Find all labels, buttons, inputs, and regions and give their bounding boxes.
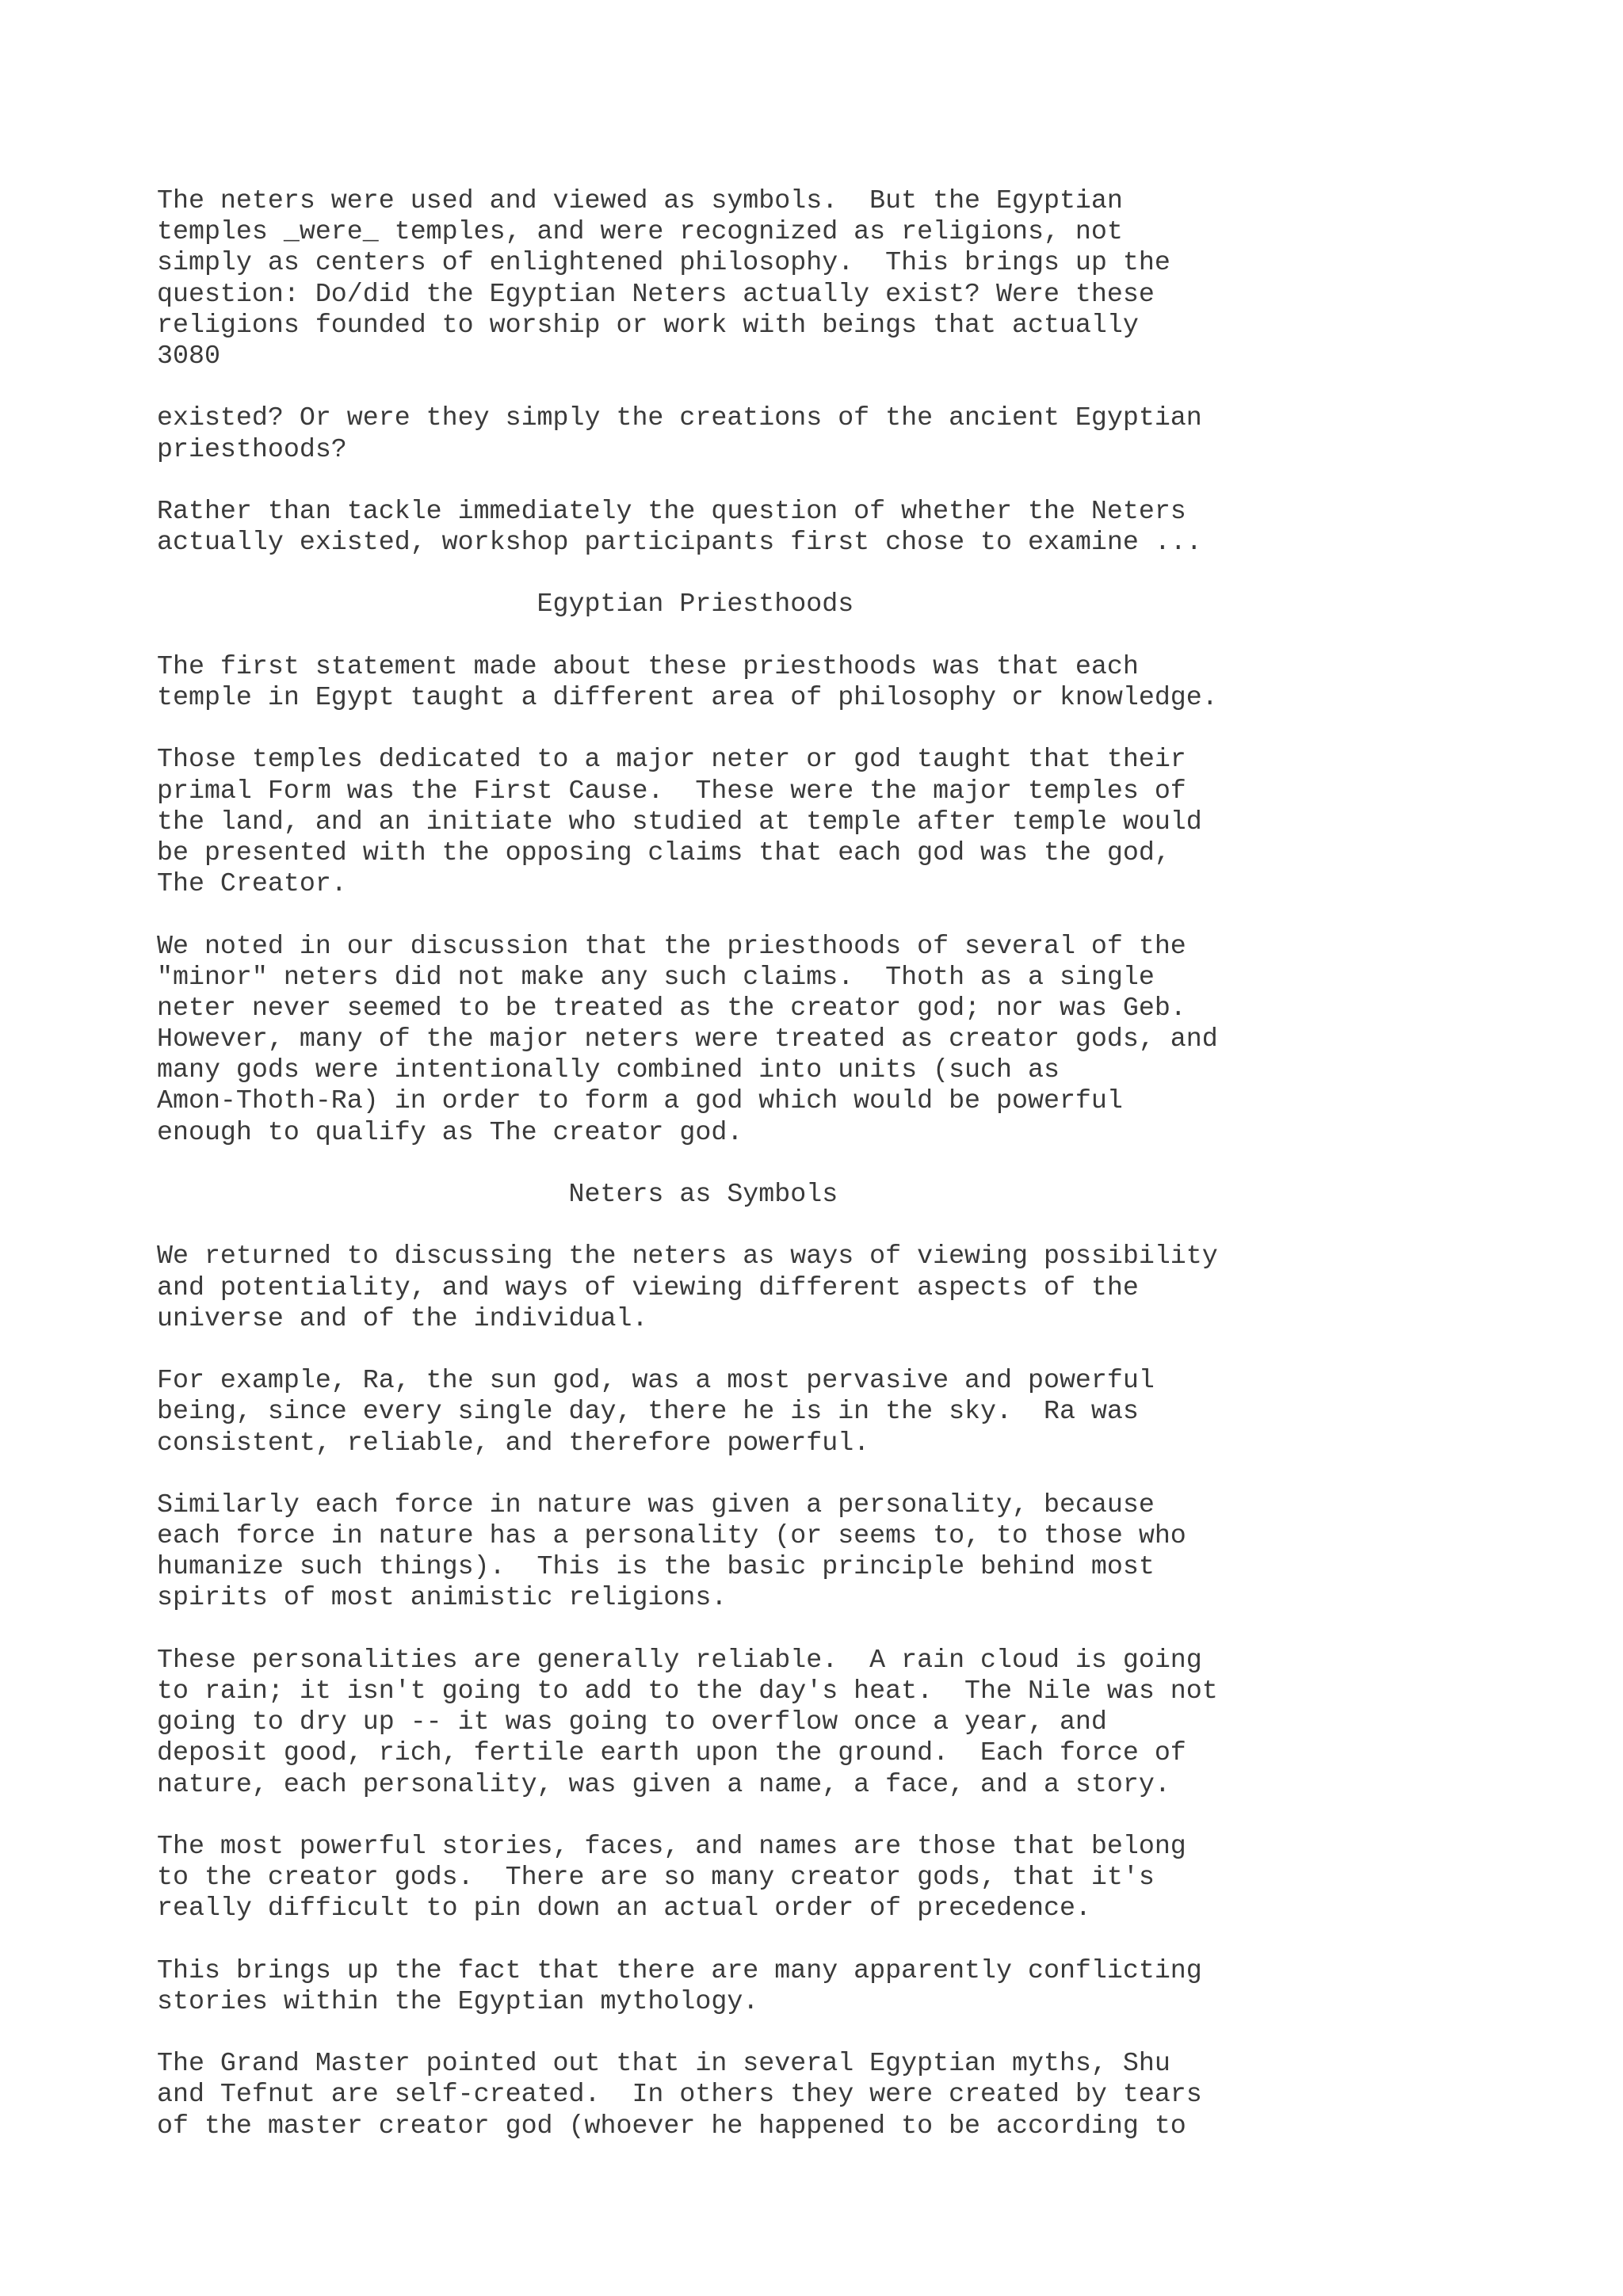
text-line: existed? Or were they simply the creations of the ancient Egyptian: [157, 402, 1202, 433]
section-heading: Neters as Symbols: [157, 1179, 838, 1209]
text-line: religions founded to worship or work with beings that actually: [157, 309, 1139, 340]
text-line: The Grand Master pointed out that in several Egyptian myths, Shu: [157, 2048, 1170, 2079]
paragraph: [157, 931, 1520, 1148]
text-line: to the creator gods. There are so many creator gods, that it's: [157, 1862, 1155, 1893]
paragraph: [157, 651, 1520, 713]
text-line: many gods were intentionally combined into units (such as: [157, 1055, 1060, 1085]
text-line: The neters were used and viewed as symbols. But the Egyptian: [157, 185, 1123, 215]
text-line: Those temples dedicated to a major neter or god taught that their: [157, 744, 1186, 775]
text-line: be presented with the opposing claims that each god was the god,: [157, 837, 1170, 868]
text-line: to rain; it isn't going to add to the day's heat. The Nile was not: [157, 1676, 1218, 1706]
text-line: These personalities are generally reliable. A rain cloud is going: [157, 1644, 1202, 1675]
text-line: universe and of the individual.: [157, 1302, 648, 1333]
text-line: "minor" neters did not make any such claims. Thoth as a single: [157, 961, 1155, 992]
text-line: Rather than tackle immediately the question of whether the Neters: [157, 495, 1186, 526]
text-line: deposit good, rich, fertile earth upon the ground. Each force of: [157, 1737, 1186, 1768]
text-line: primal Form was the First Cause. These were the major temples of: [157, 775, 1186, 806]
text-line: going to dry up -- it was going to overflow once a year, and: [157, 1707, 1107, 1737]
text-line: The most powerful stories, faces, and names are those that belong: [157, 1830, 1186, 1861]
text-line: 3080: [157, 340, 220, 371]
text-line: We noted in our discussion that the priesthoods of several of the: [157, 930, 1186, 961]
text-line: We returned to discussing the neters as ways of viewing possibility: [157, 1241, 1218, 1272]
paragraph: [157, 1645, 1520, 1800]
paragraph: [157, 2048, 1520, 2142]
document-page: [157, 185, 1520, 2172]
text-line: and Tefnut are self-created. In others they were created by tears: [157, 2079, 1202, 2110]
text-line: enough to qualify as The creator god.: [157, 1116, 743, 1147]
text-line: humanize such things). This is the basic principle behind most: [157, 1551, 1155, 1582]
paragraph: [157, 1955, 1520, 2017]
paragraph: [157, 1489, 1520, 1614]
section-heading: Egyptian Priesthoods: [157, 589, 854, 620]
text-line: and potentiality, and ways of viewing different aspects of the: [157, 1272, 1139, 1302]
text-line: temple in Egypt taught a different area of philosophy or knowledge.: [157, 682, 1218, 712]
text-line: of the master creator god (whoever he happened to be according to: [157, 2110, 1186, 2141]
text-line: The first statement made about these priesthoods was that each: [157, 650, 1139, 681]
text-line: This brings up the fact that there are many apparently conflicting: [157, 1955, 1202, 1985]
text-line: spirits of most animistic religions.: [157, 1582, 727, 1613]
text-line: actually existed, workshop participants first chose to examine ...: [157, 527, 1202, 558]
text-line: really difficult to pin down an actual order of precedence.: [157, 1893, 1091, 1924]
text-line: However, many of the major neters were treated as creator gods, and: [157, 1024, 1218, 1055]
text-line: each force in nature has a personality (or seems to, to those who: [157, 1520, 1186, 1551]
text-line: priesthoods?: [157, 433, 347, 464]
text-line: The Creator.: [157, 868, 347, 899]
paragraph: [157, 185, 1520, 372]
text-line: question: Do/did the Egyptian Neters actually exist? Were these: [157, 278, 1155, 309]
text-line: Similarly each force in nature was given a personality, because: [157, 1489, 1155, 1520]
text-line: nature, each personality, was given a name, a face, and a story.: [157, 1768, 1170, 1799]
paragraph: [157, 1365, 1520, 1459]
text-line: temples _were_ temples, and were recognized as religions, not: [157, 216, 1123, 247]
text-line: neter never seemed to be treated as the creator god; nor was Geb.: [157, 992, 1186, 1023]
text-line: For example, Ra, the sun god, was a most pervasive and powerful: [157, 1365, 1155, 1396]
paragraph: [157, 744, 1520, 899]
text-line: the land, and an initiate who studied at temple after temple would: [157, 806, 1202, 837]
text-line: stories within the Egyptian mythology.: [157, 1985, 759, 2016]
text-line: simply as centers of enlightened philosophy. This brings up the: [157, 247, 1170, 278]
paragraph: [157, 496, 1520, 558]
paragraph: [157, 1241, 1520, 1334]
text-line: being, since every single day, there he is in the sky. Ra was: [157, 1396, 1139, 1427]
text-line: Amon-Thoth-Ra) in order to form a god which would be powerful: [157, 1085, 1123, 1116]
paragraph: [157, 1831, 1520, 1924]
paragraph: [157, 402, 1520, 464]
text-line: consistent, reliable, and therefore powerful.: [157, 1427, 870, 1458]
